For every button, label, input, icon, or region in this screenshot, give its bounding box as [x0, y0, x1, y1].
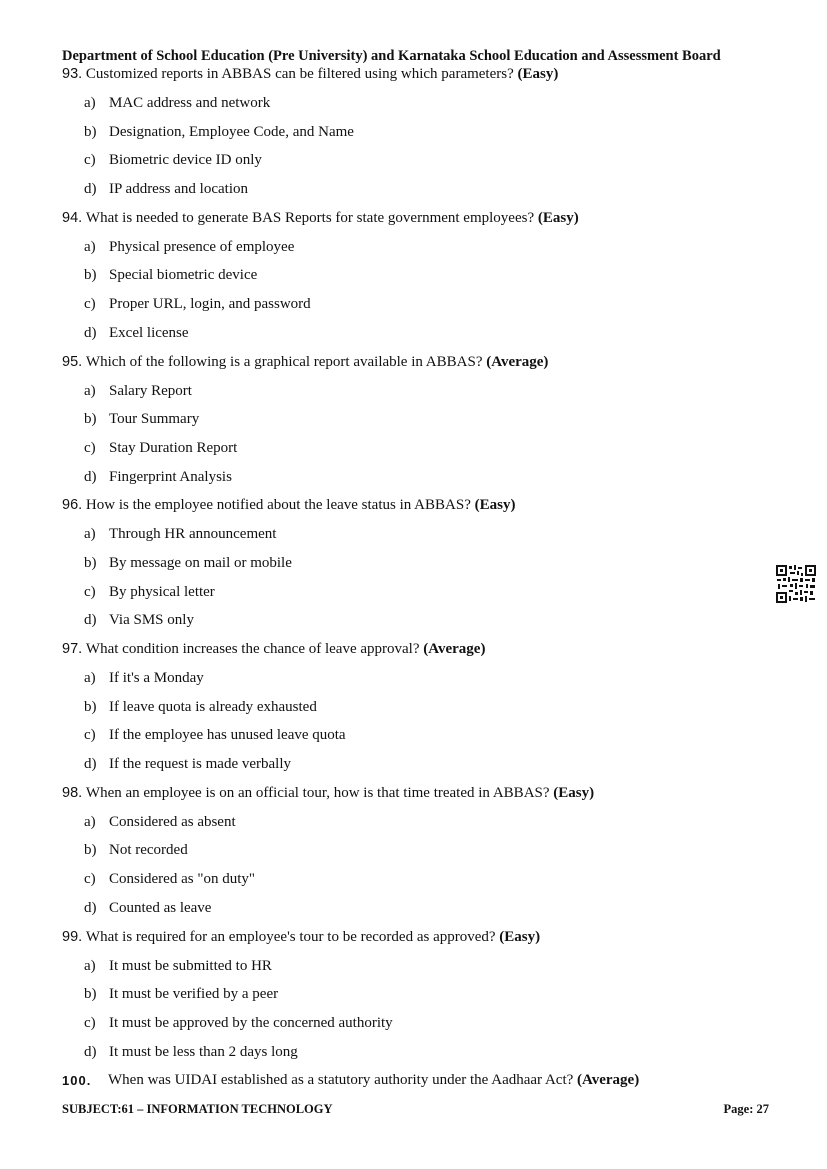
option-text: It must be approved by the concerned authority	[109, 1014, 393, 1031]
option-letter: a)	[84, 526, 96, 543]
option-a	[62, 524, 762, 553]
question-text: What is needed to generate BAS Reports for state government employees?	[85, 209, 535, 226]
option-text: Considered as absent	[109, 813, 236, 830]
option-text: Biometric device ID only	[109, 152, 262, 169]
option-c	[62, 438, 762, 467]
question-100	[62, 1070, 762, 1099]
option-letter: a)	[84, 238, 96, 255]
option-b	[62, 984, 762, 1013]
option-letter: d)	[84, 612, 97, 629]
option-text: Proper URL, login, and password	[109, 296, 311, 313]
option-b	[62, 840, 762, 869]
option-letter: b)	[84, 554, 97, 571]
option-text: Physical presence of employee	[109, 238, 295, 255]
difficulty-label: (Average)	[423, 641, 486, 657]
option-text: Excel license	[109, 324, 189, 341]
option-d	[62, 323, 762, 352]
option-letter: a)	[84, 813, 96, 830]
question-93	[62, 64, 762, 93]
option-a	[62, 237, 762, 266]
option-b	[62, 697, 762, 726]
option-letter: c)	[84, 439, 96, 456]
option-a	[62, 668, 762, 697]
option-text: Salary Report	[109, 382, 192, 399]
option-text: If the employee has unused leave quota	[109, 727, 346, 744]
option-text: MAC address and network	[109, 95, 271, 111]
difficulty-label: (Easy)	[553, 784, 595, 801]
difficulty-label: (Easy)	[537, 209, 579, 226]
question-99	[62, 927, 762, 956]
page-number: Page: 27	[723, 1102, 769, 1116]
option-letter: d)	[84, 324, 97, 341]
option-letter: d)	[84, 468, 97, 485]
option-letter: c)	[84, 152, 96, 169]
subject-label: SUBJECT:61 – INFORMATION TECHNOLOGY	[62, 1102, 333, 1116]
question-text: How is the employee notified about the leave status in ABBAS?	[85, 497, 471, 514]
difficulty-label: (Average)	[486, 353, 549, 370]
option-c	[62, 869, 762, 898]
option-text: Not recorded	[109, 842, 188, 859]
option-d	[62, 754, 762, 783]
option-c	[62, 150, 762, 179]
question-96	[62, 495, 762, 524]
question-number: 100.	[62, 1073, 92, 1089]
option-letter: a)	[84, 382, 96, 399]
question-text: When was UIDAI established as a statutory authority under the Aadhaar Act?	[108, 1072, 574, 1089]
question-text: When an employee is on an official tour, how is that time treated in ABBAS?	[85, 784, 550, 801]
question-text: Which of the following is a graphical report available in ABBAS?	[85, 353, 483, 370]
question-95	[62, 352, 762, 381]
question-text: What is required for an employee's tour to be recorded as approved?	[85, 928, 496, 945]
question-number: 93.	[62, 66, 83, 82]
option-letter: d)	[84, 756, 97, 773]
question-number: 99.	[62, 928, 83, 945]
option-text: Through HR announcement	[109, 526, 277, 543]
question-97	[62, 639, 762, 668]
option-text: Stay Duration Report	[109, 439, 238, 456]
question-number: 96.	[62, 497, 83, 514]
option-letter: c)	[84, 296, 96, 313]
option-a	[62, 812, 762, 841]
page-footer	[62, 1102, 769, 1117]
option-b	[62, 553, 762, 582]
option-letter: b)	[84, 698, 97, 715]
question-number: 95.	[62, 353, 83, 370]
option-b	[62, 265, 762, 294]
question-number: 94.	[62, 209, 83, 226]
option-d	[62, 610, 762, 639]
question-list	[62, 64, 762, 1099]
option-text: Special biometric device	[109, 267, 258, 284]
option-letter: d)	[84, 899, 97, 916]
option-text: If it's a Monday	[109, 670, 204, 686]
option-letter: b)	[84, 267, 97, 284]
option-letter: d)	[84, 181, 97, 198]
option-d	[62, 467, 762, 496]
option-d	[62, 898, 762, 927]
option-letter: a)	[84, 957, 96, 974]
option-a	[62, 381, 762, 410]
option-letter: c)	[84, 1014, 96, 1031]
question-text: Customized reports in ABBAS can be filtered using which parameters?	[85, 66, 514, 82]
question-number: 98.	[62, 784, 83, 801]
difficulty-label: (Easy)	[499, 928, 541, 945]
option-c	[62, 294, 762, 323]
qr-code-icon	[776, 565, 816, 603]
option-a	[62, 93, 762, 122]
difficulty-label: (Easy)	[517, 66, 559, 82]
option-c	[62, 725, 762, 754]
option-letter: c)	[84, 727, 96, 744]
option-letter: b)	[84, 986, 97, 1003]
difficulty-label: (Average)	[577, 1072, 640, 1089]
option-text: It must be verified by a peer	[109, 986, 279, 1003]
page-header: Department of School Education (Pre University) and Karnataka School Education and Assessment Board	[62, 48, 721, 64]
option-letter: c)	[84, 871, 96, 888]
difficulty-label: (Easy)	[474, 497, 516, 514]
option-letter: b)	[84, 411, 97, 428]
option-text: Tour Summary	[109, 411, 200, 428]
option-d	[62, 179, 762, 208]
question-number: 97.	[62, 641, 83, 657]
option-letter: b)	[84, 842, 97, 859]
option-b	[62, 409, 762, 438]
option-letter: c)	[84, 583, 96, 600]
option-d	[62, 1042, 762, 1071]
option-letter: a)	[84, 95, 96, 111]
option-text: IP address and location	[109, 181, 248, 198]
option-c	[62, 1013, 762, 1042]
option-text: Via SMS only	[109, 612, 194, 629]
question-text: What condition increases the chance of leave approval?	[85, 641, 420, 657]
question-98	[62, 783, 762, 812]
option-text: It must be submitted to HR	[109, 957, 272, 974]
option-text: If leave quota is already exhausted	[109, 698, 317, 715]
option-text: Fingerprint Analysis	[109, 468, 232, 485]
option-letter: b)	[84, 123, 97, 140]
option-text: Considered as "on duty"	[109, 871, 255, 888]
option-text: By message on mail or mobile	[109, 554, 292, 571]
option-text: By physical letter	[109, 583, 215, 600]
option-text: It must be less than 2 days long	[109, 1043, 298, 1060]
option-c	[62, 582, 762, 611]
option-text: Counted as leave	[109, 899, 212, 916]
option-text: Designation, Employee Code, and Name	[109, 123, 354, 140]
option-a	[62, 956, 762, 985]
question-94	[62, 208, 762, 237]
option-b	[62, 122, 762, 151]
option-text: If the request is made verbally	[109, 756, 292, 773]
option-letter: d)	[84, 1043, 97, 1060]
option-letter: a)	[84, 670, 96, 686]
